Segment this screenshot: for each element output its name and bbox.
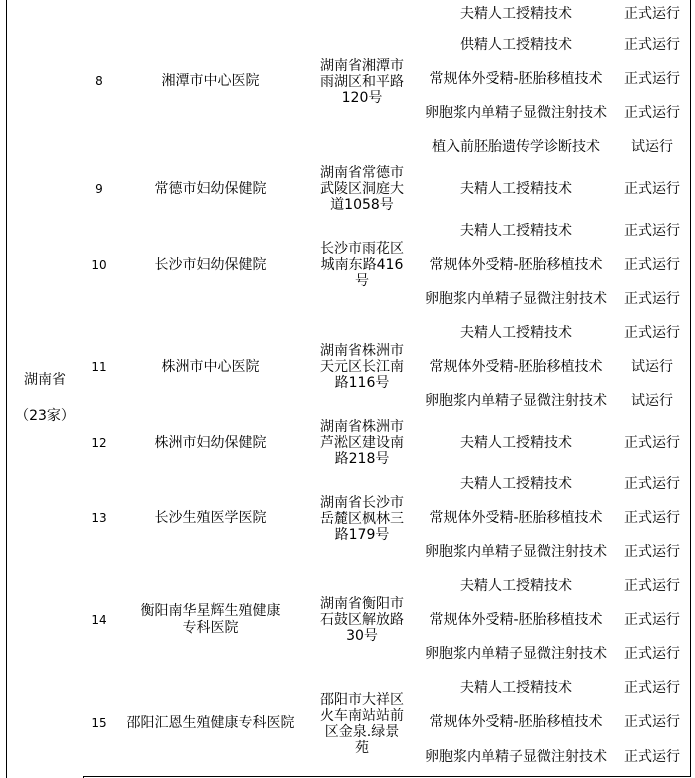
- hospital-address: 长沙市雨花区城南东路416号: [306, 214, 419, 317]
- technology-name: 常规体外受精-胚胎移植技术: [418, 501, 615, 536]
- province-cell: [6, 0, 84, 778]
- operation-status: 正式运行: [614, 569, 691, 604]
- technology-name: 常规体外受精-胚胎移植技术: [418, 248, 615, 283]
- hospital-name: 株洲市妇幼保健院: [115, 418, 307, 469]
- technology-name: 常规体外受精-胚胎移植技术: [418, 350, 615, 385]
- operation-status: 正式运行: [614, 29, 691, 63]
- province-label: [15, 353, 75, 425]
- hospital-name: 长沙市妇幼保健院: [115, 214, 307, 317]
- operation-status: 正式运行: [614, 62, 691, 97]
- technology-name: 夫精人工授精技术: [418, 418, 615, 469]
- row-number: 11: [83, 316, 116, 419]
- technology-name: 供精人工授精技术: [418, 29, 615, 63]
- operation-status: 正式运行: [614, 282, 691, 317]
- hospital-address: 湖南省常德市武陵区洞庭大道1058号: [306, 164, 419, 215]
- operation-status: 正式运行: [614, 248, 691, 283]
- operation-status: 正式运行: [614, 501, 691, 536]
- row-number: 13: [83, 468, 116, 570]
- row-number: 9: [83, 164, 116, 215]
- technology-name: 常规体外受精-胚胎移植技术: [418, 705, 615, 740]
- technology-name: 夫精人工授精技术: [418, 569, 615, 604]
- operation-status: 正式运行: [614, 96, 691, 131]
- operation-status: 正式运行: [614, 0, 691, 30]
- hospital-address: 湖南省株洲市天元区长江南路116号: [306, 316, 419, 419]
- technology-name: 夫精人工授精技术: [418, 671, 615, 706]
- hospital-name: 长沙生殖医学医院: [115, 468, 307, 570]
- hospital-name: 衡阳南华星辉生殖健康专科医院: [115, 569, 307, 672]
- hospital-address: 湖南省湘潭市雨湖区和平路120号: [306, 0, 419, 165]
- operation-status: 正式运行: [614, 468, 691, 502]
- technology-name: 夫精人工授精技术: [418, 316, 615, 351]
- technology-name: 常规体外受精-胚胎移植技术: [418, 62, 615, 97]
- province-count: （23家）: [15, 407, 75, 424]
- technology-name: 卵胞浆内单精子显微注射技术: [418, 535, 615, 570]
- province-name: 湖南省: [23, 371, 66, 388]
- operation-status: 试运行: [614, 350, 691, 385]
- operation-status: 正式运行: [614, 316, 691, 351]
- operation-status: 正式运行: [614, 739, 691, 777]
- hospital-address: 湖南省株洲市芦淞区建设南路218号: [306, 418, 419, 469]
- hospital-address: 湖南省衡阳市石鼓区解放路30号: [306, 569, 419, 672]
- technology-name: 夫精人工授精技术: [418, 214, 615, 249]
- operation-status: 正式运行: [614, 214, 691, 249]
- operation-status: 正式运行: [614, 637, 691, 672]
- technology-name: 卵胞浆内单精子显微注射技术: [418, 282, 615, 317]
- hospital-name: 邵阳汇恩生殖健康专科医院: [115, 671, 307, 777]
- technology-name: 卵胞浆内单精子显微注射技术: [418, 637, 615, 672]
- technology-name: 卵胞浆内单精子显微注射技术: [418, 739, 615, 777]
- technology-name: 卵胞浆内单精子显微注射技术: [418, 96, 615, 131]
- row-number: 15: [83, 671, 116, 777]
- hospital-name: 湘潭市中心医院: [115, 0, 307, 165]
- operation-status: 正式运行: [614, 671, 691, 706]
- technology-name: 植入前胚胎遗传学诊断技术: [418, 130, 615, 165]
- operation-status: 正式运行: [614, 603, 691, 638]
- technology-name: 卵胞浆内单精子显微注射技术: [418, 384, 615, 419]
- technology-name: 常规体外受精-胚胎移植技术: [418, 603, 615, 638]
- technology-name: 夫精人工授精技术: [418, 0, 615, 30]
- hospital-name: 株洲市中心医院: [115, 316, 307, 419]
- hospital-address: 湖南省长沙市岳麓区枫林三路179号: [306, 468, 419, 570]
- operation-status: 试运行: [614, 384, 691, 419]
- operation-status: 试运行: [614, 130, 691, 165]
- hospital-address: 邵阳市大祥区火车南站站前区金泉.绿景苑: [306, 671, 419, 777]
- row-number: 8: [83, 0, 116, 165]
- hospital-name: 常德市妇幼保健院: [115, 164, 307, 215]
- operation-status: 正式运行: [614, 418, 691, 469]
- operation-status: 正式运行: [614, 535, 691, 570]
- row-number: 12: [83, 418, 116, 469]
- technology-name: 夫精人工授精技术: [418, 468, 615, 502]
- row-number: 10: [83, 214, 116, 317]
- operation-status: 正式运行: [614, 705, 691, 740]
- row-number: 14: [83, 569, 116, 672]
- technology-name: 夫精人工授精技术: [418, 164, 615, 215]
- operation-status: 正式运行: [614, 164, 691, 215]
